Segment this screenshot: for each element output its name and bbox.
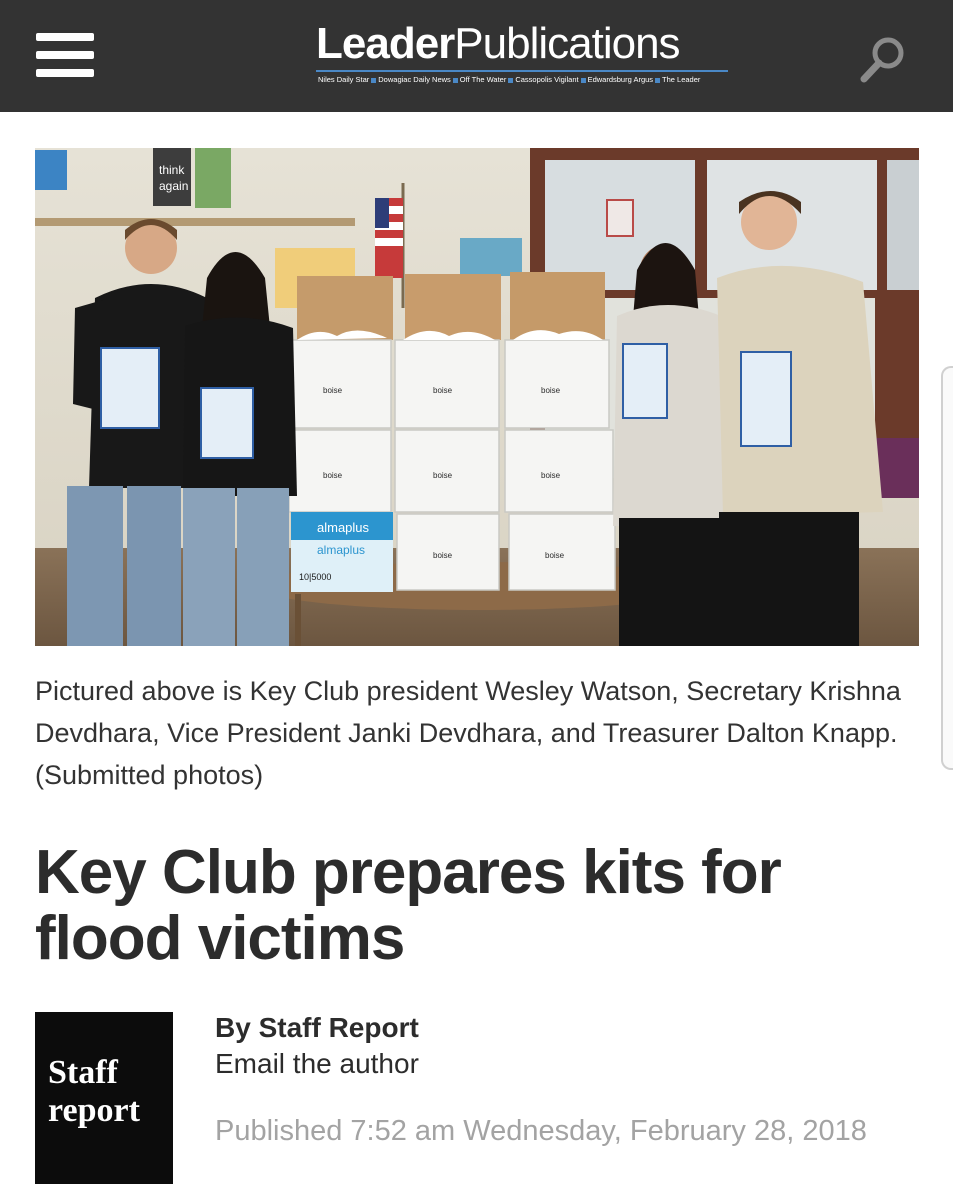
box-label: boise bbox=[433, 386, 453, 395]
box-label: boise bbox=[323, 386, 343, 395]
subbrand: Edwardsburg Argus bbox=[587, 75, 654, 84]
subbrand: Dowagiac Daily News bbox=[378, 75, 451, 84]
logo-bold-text: Leader bbox=[316, 19, 455, 68]
logo-underline bbox=[316, 70, 728, 72]
box-brand-label: almaplus bbox=[317, 520, 370, 535]
author-avatar bbox=[35, 1012, 173, 1184]
photo-caption: Pictured above is Key Club president Wesley Watson, Secretary Krishna Devdhara, Vice President Janki Devdhara, and Treasurer Dalton Knapp. (Submitted photos) bbox=[35, 676, 901, 790]
article-photo bbox=[35, 148, 919, 646]
box-label: boise bbox=[433, 551, 453, 560]
box-count-label: 10|5000 bbox=[299, 572, 332, 582]
menu-line bbox=[36, 33, 94, 41]
subbrand: Off The Water bbox=[459, 75, 507, 84]
hamburger-menu-icon[interactable] bbox=[36, 33, 94, 77]
publish-date: Published 7:52 am Wednesday, February 28, 2018 bbox=[215, 1115, 867, 1147]
box-label: boise bbox=[323, 471, 343, 480]
site-header bbox=[0, 0, 953, 112]
scrollbar[interactable] bbox=[941, 366, 953, 770]
author-byline: By Staff Report bbox=[215, 1012, 419, 1043]
menu-line bbox=[36, 51, 94, 59]
box-label: boise bbox=[545, 551, 565, 560]
subbrand: Cassopolis Vigilant bbox=[515, 75, 579, 84]
site-logo[interactable] bbox=[316, 20, 730, 86]
avatar-line: Staff bbox=[48, 1054, 118, 1091]
subbrand: Niles Daily Star bbox=[318, 75, 370, 84]
avatar-line: report bbox=[48, 1092, 140, 1129]
svg-text:think: think bbox=[159, 163, 185, 177]
search-icon[interactable] bbox=[858, 33, 910, 85]
email-author-link[interactable]: Email the author bbox=[215, 1048, 419, 1079]
logo-light-text: Publications bbox=[454, 19, 680, 68]
article-headline: Key Club prepares kits for flood victims bbox=[35, 838, 781, 973]
logo-wordmark bbox=[316, 20, 680, 68]
box-label: boise bbox=[541, 471, 561, 480]
menu-line bbox=[36, 69, 94, 77]
avatar-label bbox=[48, 1054, 140, 1130]
subbrand: The Leader bbox=[662, 75, 701, 84]
box-brand-label: almaplus bbox=[317, 543, 366, 557]
logo-subbrands bbox=[318, 75, 700, 84]
box-label: boise bbox=[433, 471, 453, 480]
svg-text:again: again bbox=[159, 179, 189, 193]
box-label: boise bbox=[541, 386, 561, 395]
